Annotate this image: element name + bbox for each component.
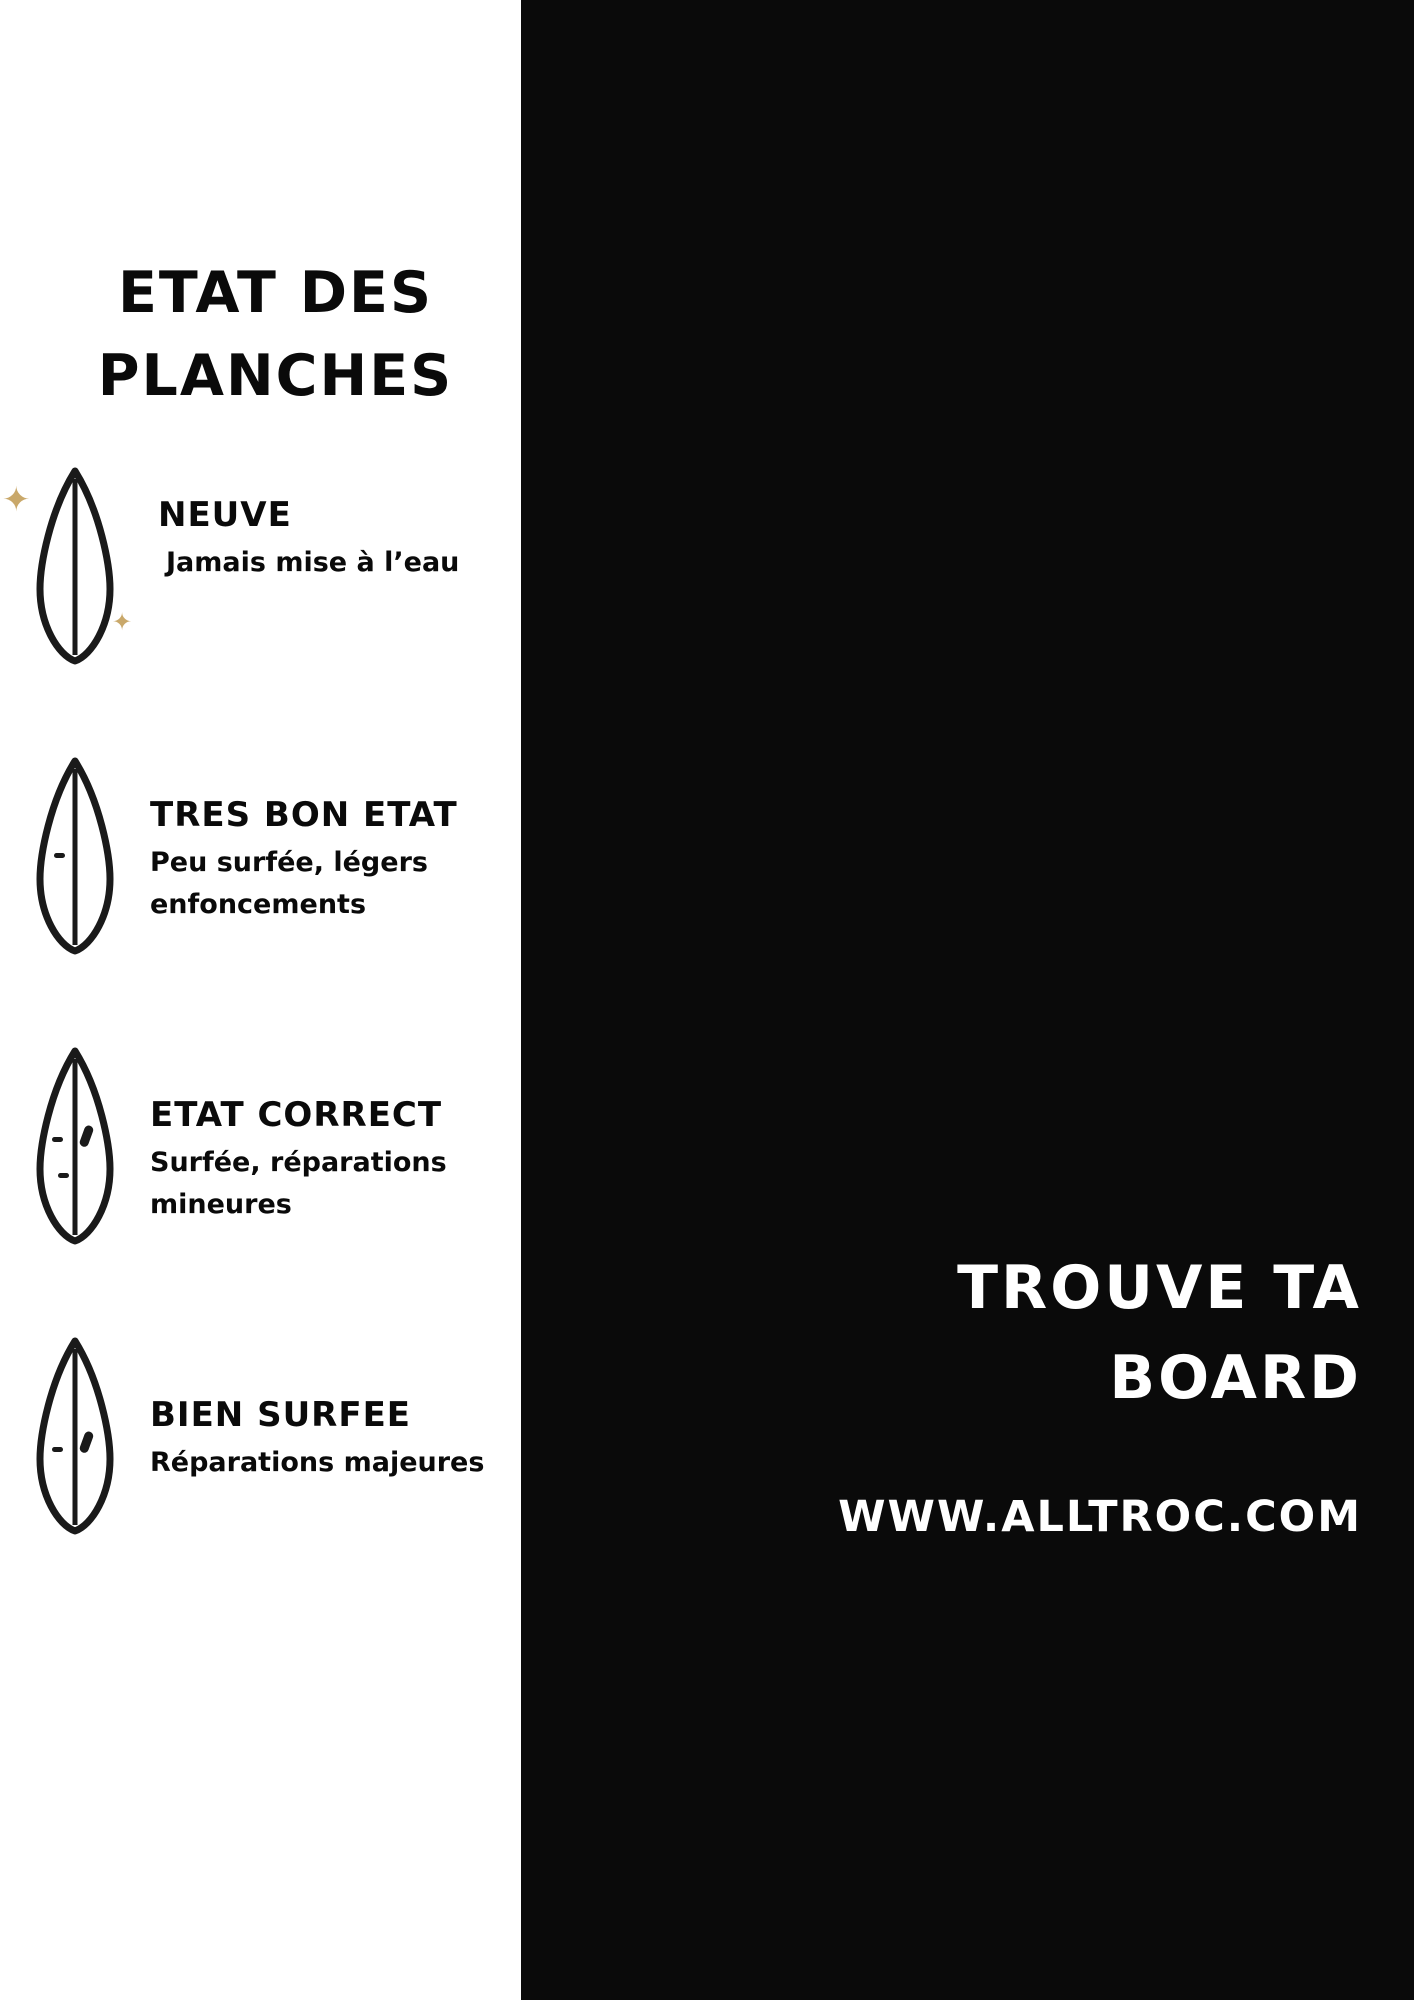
surfboard-icon-wrap (0, 455, 150, 665)
surfboard-icon (30, 1335, 120, 1535)
list-item-text (150, 1325, 521, 1484)
page-title-line2: PLANCHES (97, 342, 454, 409)
cta-headline (521, 1243, 1414, 1423)
surfboard-icon (30, 755, 120, 955)
page-title-line1: ETAT DES (117, 260, 434, 326)
page-title (0, 252, 521, 417)
list-item-title: ETAT CORRECT (150, 1095, 443, 1135)
ding-mark (58, 1173, 69, 1178)
list-item (0, 1035, 521, 1325)
website-url[interactable]: WWW.ALLTROC.COM (838, 1492, 1362, 1542)
list-item-text (150, 1035, 521, 1226)
ding-mark (52, 1447, 63, 1452)
ding-mark (54, 853, 65, 858)
list-item-description: Surfée, réparations mineures (150, 1147, 447, 1221)
list-item (0, 455, 521, 745)
surfboard-icon-wrap (0, 1325, 150, 1535)
surfboard-icon (30, 465, 120, 665)
ding-mark (52, 1137, 63, 1142)
surfboard-icon-wrap (0, 745, 150, 955)
right-black-panel (521, 0, 1414, 2000)
list-item-description: Peu surfée, légers enfoncements (150, 847, 428, 921)
list-item-description: Réparations majeures (150, 1447, 485, 1479)
list-item-text (150, 455, 521, 584)
list-item-title: TRES BON ETAT (150, 795, 458, 835)
list-item-description: Jamais mise à l’eau (166, 547, 460, 579)
surfboard-icon (30, 1045, 120, 1245)
condition-list (0, 455, 521, 1615)
list-item (0, 1325, 521, 1615)
list-item (0, 745, 521, 1035)
left-column (0, 0, 521, 2000)
cta-headline-line2: BOARD (1109, 1343, 1362, 1413)
cta-headline-line1: TROUVE TA (957, 1253, 1362, 1323)
list-item-text (150, 745, 521, 926)
sparkle-icon: ✦ (2, 480, 31, 520)
list-item-title: NEUVE (158, 495, 292, 535)
list-item-title: BIEN SURFEE (150, 1395, 412, 1435)
sparkle-icon: ✦ (112, 608, 133, 636)
surfboard-icon-wrap (0, 1035, 150, 1245)
